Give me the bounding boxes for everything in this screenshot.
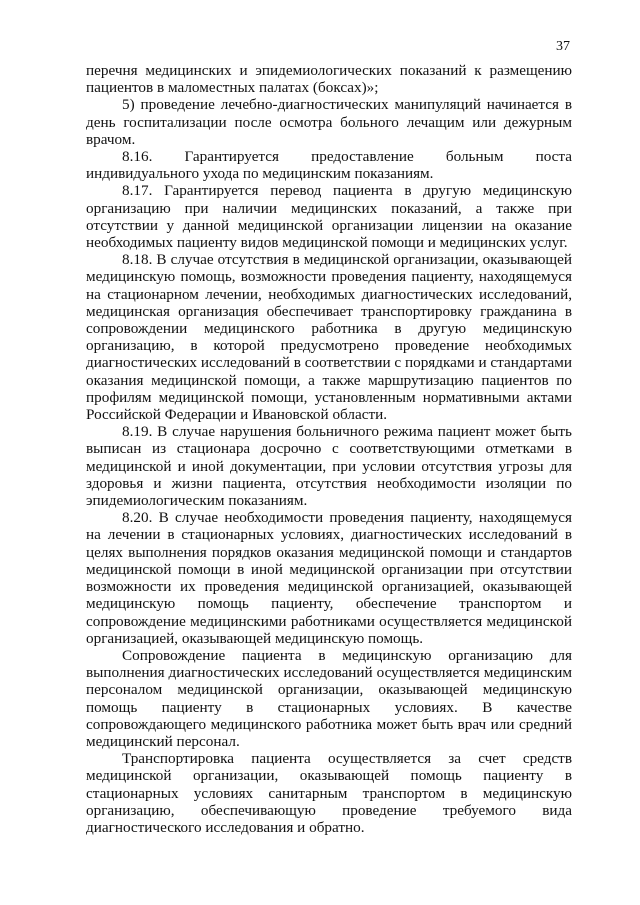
paragraph-escort: Сопровождение пациента в медицинскую организацию для выполнения диагностических исследований осуществляется медицинским персоналом медицинской организации, оказывающей медицинскую помощь пациенту в стационарных условиях. В качестве сопровождающего медицинского работника может быть врач или средний медицинский персонал. (86, 646, 572, 750)
paragraph-8-16: 8.16. Гарантируется предоставление больным поста индивидуального ухода по медицинским показаниям. (86, 148, 572, 183)
paragraph-8-20: 8.20. В случае необходимости проведения пациенту, находящемуся на лечении в стационарных условиях, диагностических исследований в целях выполнения порядков оказания медицинской помощи и стандартов медицинской помощи в иной медицинской организации при отсутствии возможности их проведения медицинской организацией, оказывающей медицинскую помощь пациенту, обеспечение транспортом и сопровождение медицинскими работниками осуществляется медицинской организацией, оказывающей медицинскую помощь. (86, 509, 572, 647)
paragraph-8-18: 8.18. В случае отсутствия в медицинской организации, оказывающей медицинскую помощь, возможности проведения пациенту, находящемуся на стационарном лечении, необходимых диагностических исследований, медицинская организация обеспечивает транспортировку гражданина в сопровождении медицинского работника в другую медицинскую организацию, в которой предусмотрено проведение необходимых диагностических исследований в соответствии с порядками и стандартами оказания медицинской помощи, а также маршрутизацию пациентов по профилям медицинской помощи, установленным нормативными актами Российской Федерации и Ивановской области. (86, 251, 572, 424)
paragraph-continuation: перечня медицинских и эпидемиологических показаний к размещению пациентов в маломестных палатах (боксах)»; (86, 62, 572, 97)
document-body (86, 62, 572, 836)
page-number: 37 (556, 39, 570, 54)
paragraph-item-5: 5) проведение лечебно-диагностических манипуляций начинается в день госпитализации после осмотра больного лечащим или дежурным врачом. (86, 96, 572, 148)
paragraph-8-19: 8.19. В случае нарушения больничного режима пациент может быть выписан из стационара досрочно с соответствующими отметками в медицинской и иной документации, при условии отсутствия угрозы для здоровья и жизни пациента, отсутствия необходимости изоляции по эпидемиологическим показаниям. (86, 423, 572, 510)
paragraph-transport: Транспортировка пациента осуществляется за счет средств медицинской организации, оказывающей помощь пациенту в стационарных условиях санитарным транспортом в медицинскую организацию, обеспечивающую проведение требуемого вида диагностического исследования и обратно. (86, 750, 572, 836)
paragraph-8-17: 8.17. Гарантируется перевод пациента в другую медицинскую организацию при наличии медицинских показаний, а также при отсутствии у данной медицинской организации лицензии на оказание необходимых пациенту видов медицинской помощи и медицинских услуг. (86, 182, 572, 252)
